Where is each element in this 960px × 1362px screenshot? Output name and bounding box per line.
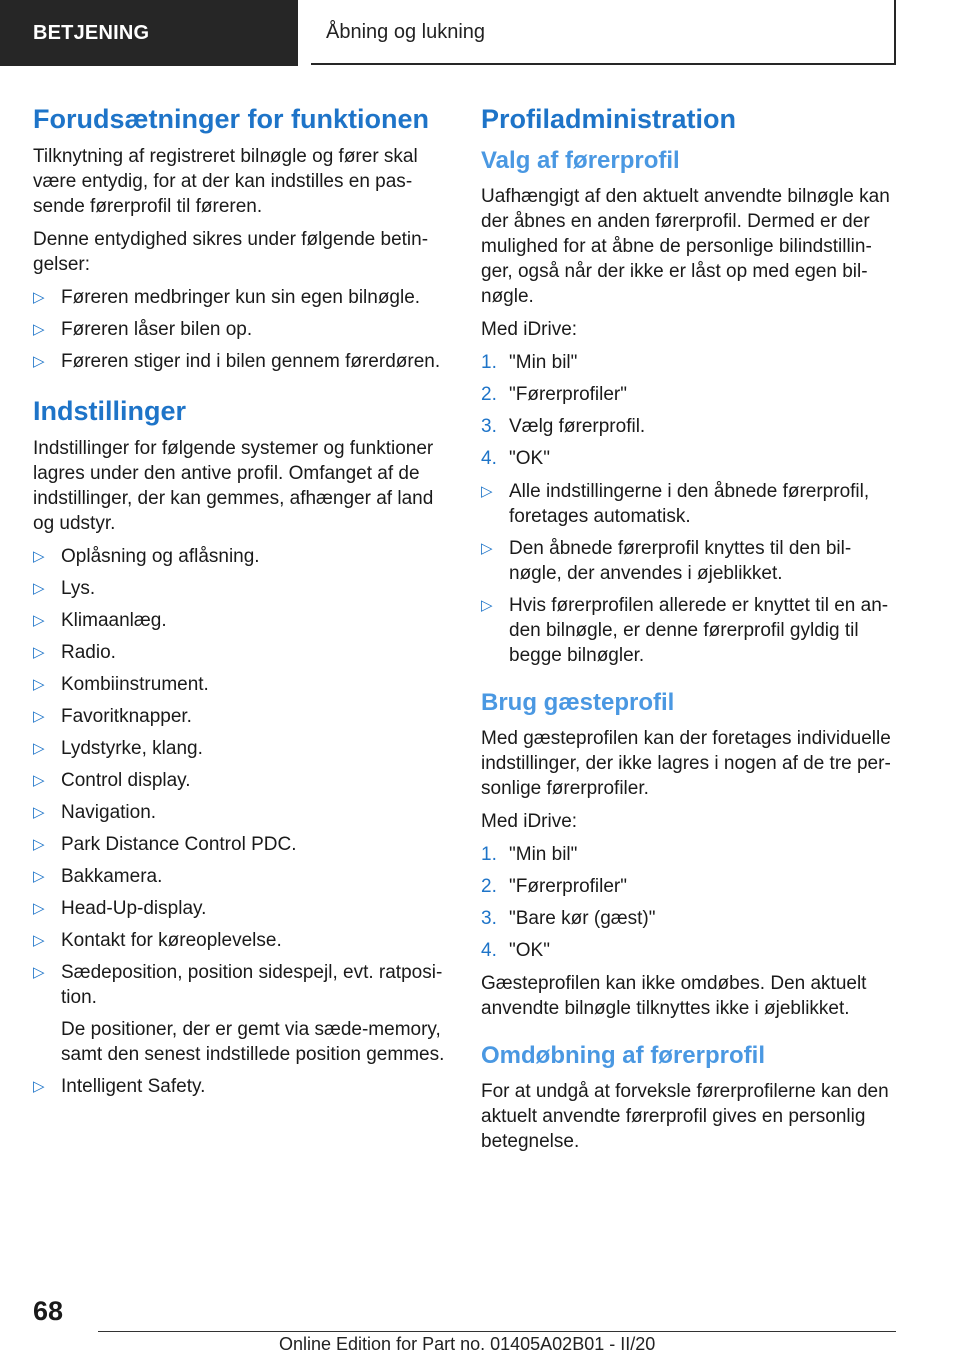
triangle-bullet-icon: ▷ [33, 676, 45, 693]
list-item: ▷ Klimaanlæg. [33, 610, 167, 631]
step-item: 3. Vælg førerprofil. [481, 416, 646, 437]
paragraph: Med gæsteprofilen kan der foretages individuelle indstillinger, der ikke lagres i nogen af de tre personlige førerprofiler. [481, 728, 891, 799]
section-label: BETJENING [0, 0, 298, 66]
bullet-list [33, 285, 448, 374]
triangle-bullet-icon: ▷ [33, 900, 45, 917]
list-item: ▷ Radio. [33, 642, 116, 663]
heading-prerequisites: Forudsætninger for funktionen [33, 104, 429, 134]
triangle-bullet-icon: ▷ [33, 836, 45, 853]
list-item: ▷ Sædeposition, position sidespejl, evt. ratposition. De positioner, der er gemt via sæde-memory, samt den senest indstillede position gemmes. [33, 960, 448, 1067]
list-item: ▷ Kontakt for køreoplevelse. [33, 930, 282, 951]
triangle-bullet-icon: ▷ [33, 612, 45, 629]
edition-note: Online Edition for Part no. 01405A02B01 - II/20 [279, 1334, 656, 1354]
list-item: ▷ Lys. [33, 578, 96, 599]
page-header [0, 0, 960, 66]
step-item: 2. "Førerprofiler" [481, 876, 627, 897]
list-item: ▷ Head-Up-display. [33, 898, 207, 919]
left-column [33, 100, 448, 1107]
triangle-bullet-icon: ▷ [33, 289, 45, 306]
step-list [481, 842, 896, 963]
heading-select-profile: Valg af førerprofil [481, 147, 680, 174]
bullet-list [33, 544, 448, 1099]
step-item: 4. "OK" [481, 448, 550, 469]
step-item: 1. "Min bil" [481, 352, 578, 373]
list-item: ▷ Navigation. [33, 802, 157, 823]
paragraph: Med iDrive: [481, 811, 578, 832]
triangle-bullet-icon: ▷ [33, 1078, 45, 1095]
list-item: ▷ Control display. [33, 770, 191, 791]
triangle-bullet-icon: ▷ [481, 597, 493, 614]
triangle-bullet-icon: ▷ [33, 964, 45, 981]
list-item: ▷ Oplåsning og aflåsning. [33, 546, 260, 567]
list-item: ▷ Den åbnede førerprofil knyttes til den bilnøgle, der anvendes i øjeblikket. [481, 538, 852, 584]
step-item: 4. "OK" [481, 940, 550, 961]
list-item: ▷ Kombiinstrument. [33, 674, 209, 695]
heading-profile-admin: Profiladministration [481, 104, 737, 134]
heading-guest-profile: Brug gæsteprofil [481, 689, 675, 716]
paragraph: Indstillinger for følgende systemer og funktioner lagres under den antive profil. Omfanget af de indstillinger, der kan gemmes, afhænger af land og udstyr. [33, 438, 434, 534]
list-item: ▷ Favoritknapper. [33, 706, 192, 727]
list-item-note: De positioner, der er gemt via sæde-memory, samt den senest indstillede position gemmes. [61, 1019, 445, 1065]
triangle-bullet-icon: ▷ [33, 932, 45, 949]
chapter-title: Åbning og lukning [311, 0, 896, 65]
triangle-bullet-icon: ▷ [33, 353, 45, 370]
list-item: ▷ Intelligent Safety. [33, 1076, 206, 1097]
list-item: ▷ Føreren låser bilen op. [33, 319, 253, 340]
list-item: ▷ Føreren medbringer kun sin egen bilnøgle. [33, 287, 421, 308]
triangle-bullet-icon: ▷ [33, 804, 45, 821]
list-item: ▷ Alle indstillingerne i den åbnede førerprofil, foretages automatisk. [481, 481, 870, 527]
triangle-bullet-icon: ▷ [33, 868, 45, 885]
paragraph: Denne entydighed sikres under følgende betingelser: [33, 229, 429, 275]
paragraph: Uafhængigt af den aktuelt anvendte bilnøgle kan der åbnes en anden førerprofil. Dermed er der mulighed for at åbne de personlige bilindstillinger, også når der ikke er låst op med egen bilnøgle. [481, 186, 890, 307]
right-column [481, 100, 896, 1162]
step-item: 3. "Bare kør (gæst)" [481, 908, 656, 929]
paragraph: Med iDrive: [481, 319, 578, 340]
list-item: ▷ Føreren stiger ind i bilen gennem førerdøren. [33, 351, 441, 372]
paragraph: Tilknytning af registreret bilnøgle og fører skal være entydig, for at der kan indstilles en passende førerprofil til føreren. [33, 146, 418, 217]
list-item: ▷ Lydstyrke, klang. [33, 738, 203, 759]
paragraph: Gæsteprofilen kan ikke omdøbes. Den aktuelt anvendte bilnøgle tilknyttes ikke i øjeblikket. [481, 973, 867, 1019]
list-item: ▷ Hvis førerprofilen allerede er knyttet til en anden bilnøgle, er denne førerprofil gyldig til begge bilnøgler. [481, 595, 889, 666]
list-item: ▷ Bakkamera. [33, 866, 163, 887]
list-item: ▷ Park Distance Control PDC. [33, 834, 297, 855]
triangle-bullet-icon: ▷ [33, 580, 45, 597]
step-item: 2. "Førerprofiler" [481, 384, 627, 405]
paragraph: For at undgå at forveksle førerprofilerne kan den aktuelt anvendte førerprofil gives en personlig betegnelse. [481, 1081, 889, 1152]
triangle-bullet-icon: ▷ [33, 321, 45, 338]
step-list [481, 350, 896, 471]
triangle-bullet-icon: ▷ [481, 483, 493, 500]
heading-rename-profile: Omdøbning af førerprofil [481, 1042, 765, 1069]
triangle-bullet-icon: ▷ [33, 548, 45, 565]
step-item: 1. "Min bil" [481, 844, 578, 865]
triangle-bullet-icon: ▷ [481, 540, 493, 557]
footer-divider [98, 1331, 896, 1332]
triangle-bullet-icon: ▷ [33, 772, 45, 789]
triangle-bullet-icon: ▷ [33, 644, 45, 661]
triangle-bullet-icon: ▷ [33, 708, 45, 725]
page-number: 68 [33, 1296, 64, 1326]
triangle-bullet-icon: ▷ [33, 740, 45, 757]
bullet-list [481, 479, 896, 668]
heading-settings: Indstillinger [33, 396, 187, 426]
